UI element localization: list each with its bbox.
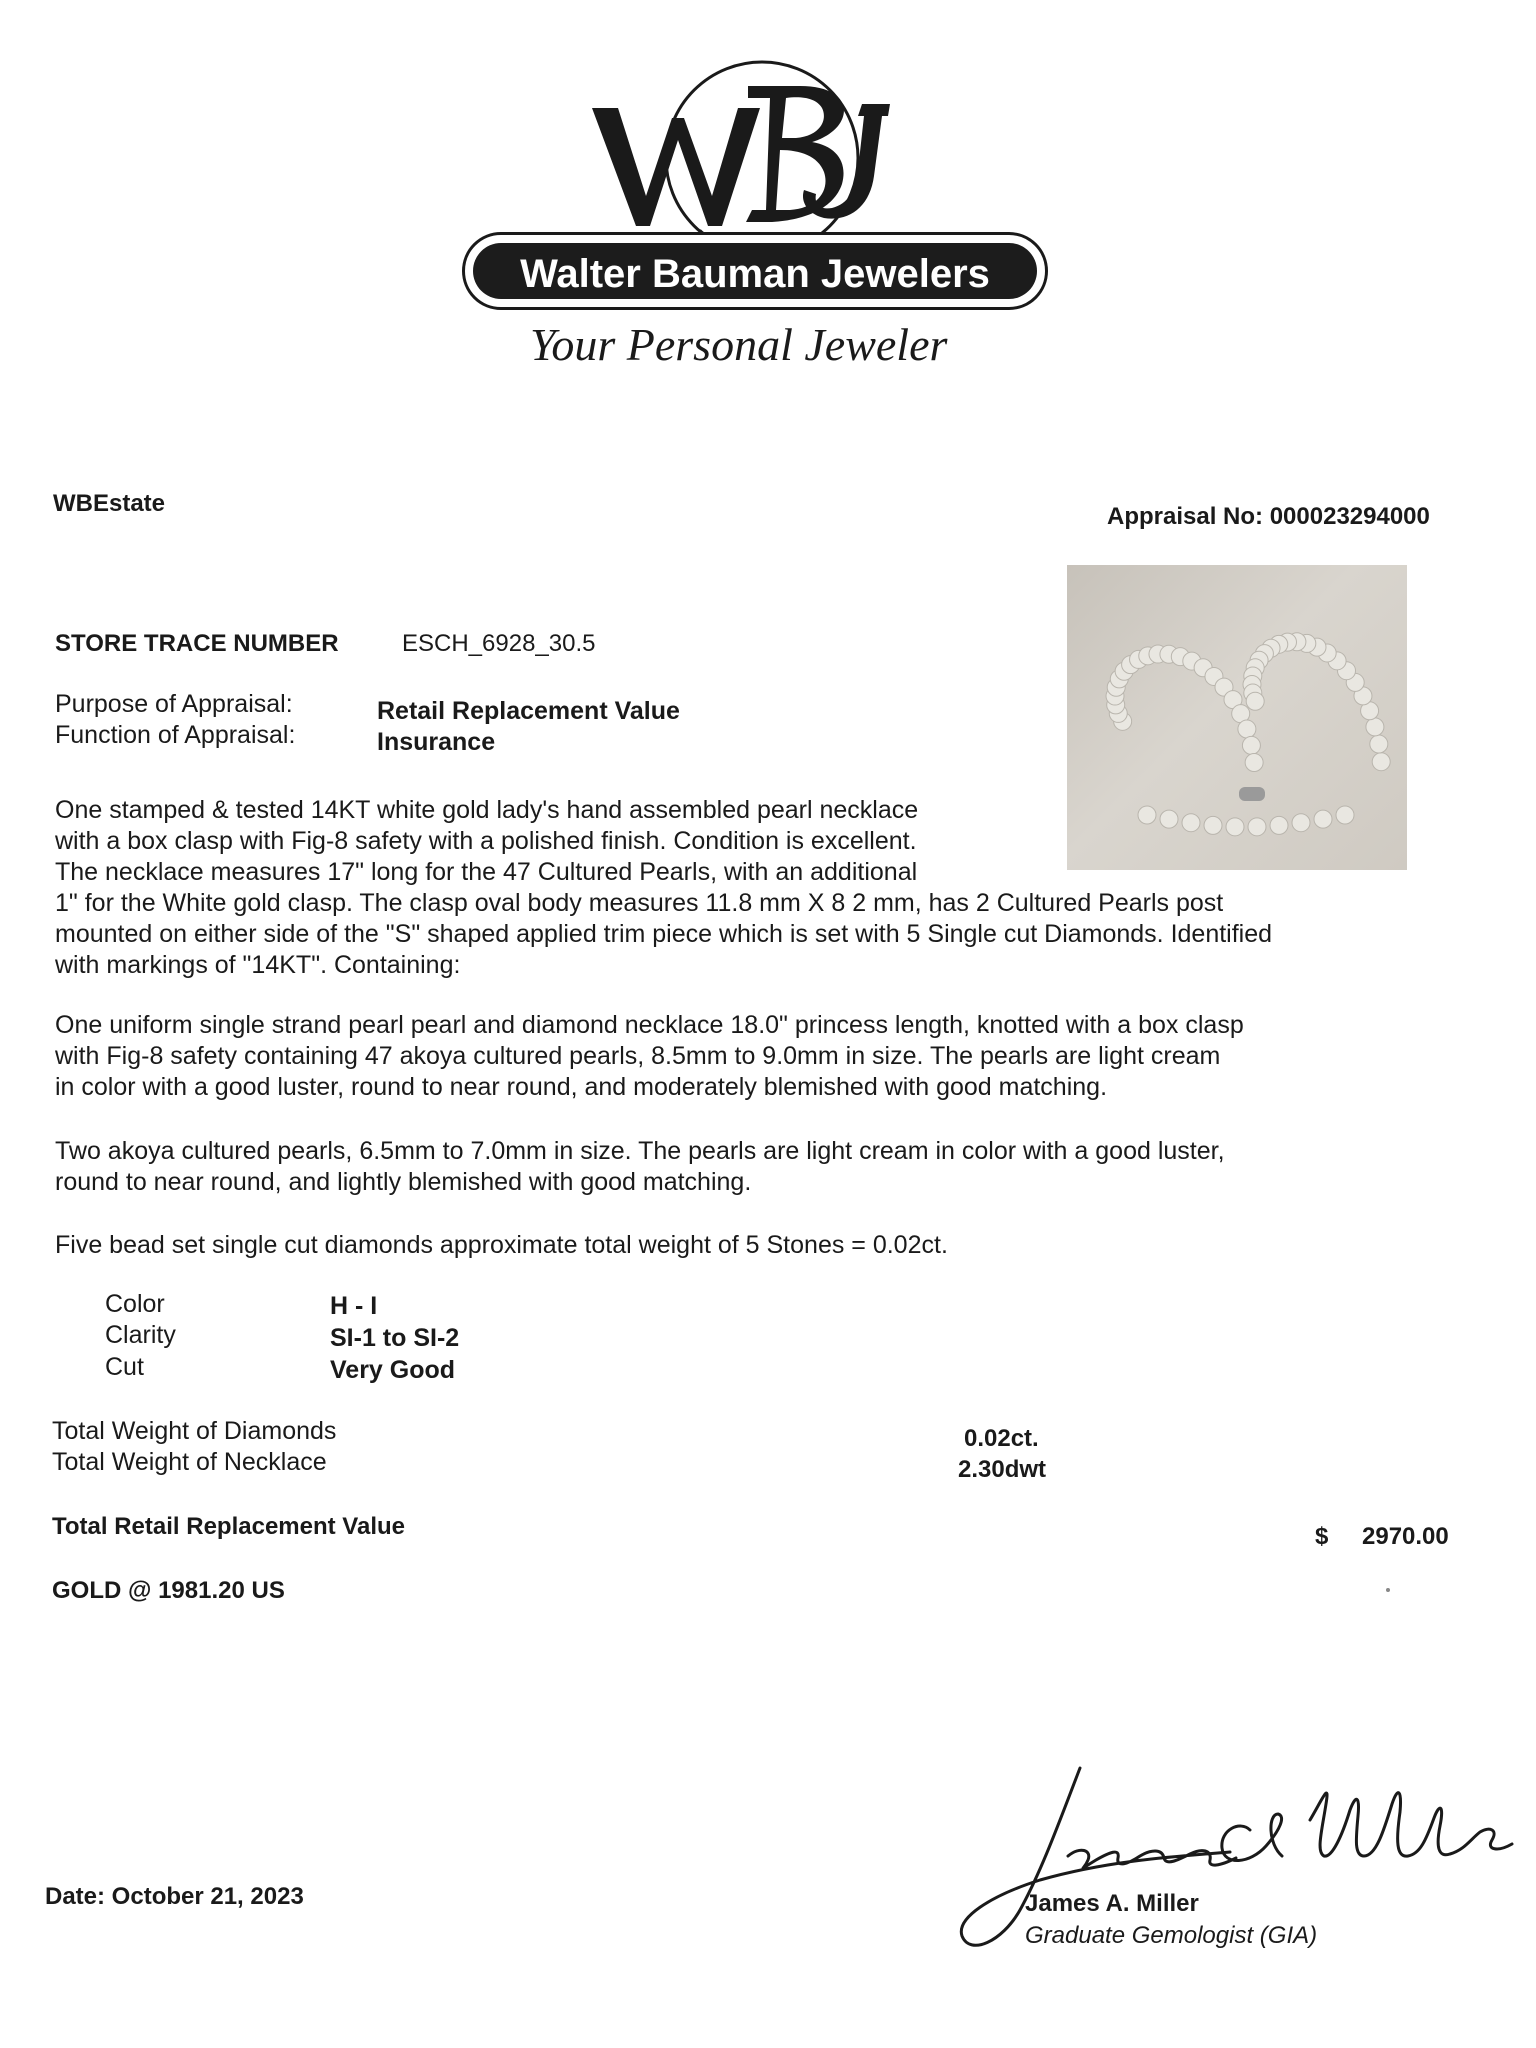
pearl bbox=[1366, 718, 1384, 736]
diamond-weight-value: 0.02ct. bbox=[964, 1425, 1039, 1452]
necklace-weight-value: 2.30dwt bbox=[958, 1456, 1047, 1483]
total-value: 2970.00 bbox=[1362, 1523, 1449, 1550]
stray-mark bbox=[1386, 1588, 1390, 1592]
pearl bbox=[1242, 736, 1260, 754]
pearl bbox=[1246, 692, 1264, 710]
description-line: mounted on either side of the "S" shaped applied trim piece which is set with 5 Single cut Diamonds. Identified bbox=[55, 920, 1273, 948]
pearl-description-line: in color with a good luster, round to near round, and moderately blemished with good matching. bbox=[55, 1073, 1108, 1101]
grade-color-label: Color bbox=[105, 1290, 165, 1318]
function-label: Function of Appraisal: bbox=[55, 721, 296, 749]
company-name-banner-fill bbox=[473, 243, 1037, 299]
grade-clarity-value: SI-1 to SI-2 bbox=[330, 1324, 460, 1352]
description-line: with markings of "14KT". Containing: bbox=[55, 951, 461, 979]
pearl bbox=[1372, 753, 1390, 771]
total-currency: $ bbox=[1315, 1523, 1329, 1550]
signer-name: James A. Miller bbox=[1025, 1890, 1199, 1917]
store-trace-number: ESCH_6928_30.5 bbox=[402, 630, 596, 657]
purpose-value: Retail Replacement Value bbox=[377, 697, 680, 725]
description-line: One stamped & tested 14KT white gold lady's hand assembled pearl necklace bbox=[55, 796, 919, 824]
store-trace-label: STORE TRACE NUMBER bbox=[55, 630, 339, 657]
diamond-weight-label: Total Weight of Diamonds bbox=[52, 1417, 337, 1445]
gold-price: GOLD @ 1981.20 US bbox=[52, 1577, 285, 1604]
grade-color-value: H - I bbox=[330, 1292, 378, 1320]
company-name: Walter Bauman Jewelers bbox=[520, 252, 990, 296]
pearl bbox=[1245, 753, 1263, 771]
pearl-description-line: with Fig-8 safety containing 47 akoya cultured pearls, 8.5mm to 9.0mm in size. The pearls are light cream bbox=[55, 1042, 1221, 1070]
description bbox=[55, 795, 1495, 981]
akoya-description-line: round to near round, and lightly blemished with good matching. bbox=[55, 1168, 752, 1196]
pearl-description-line: One uniform single strand pearl pearl and diamond necklace 18.0" princess length, knotted with a box clasp bbox=[55, 1011, 1244, 1039]
grade-cut-label: Cut bbox=[105, 1353, 144, 1381]
purpose-label: Purpose of Appraisal: bbox=[55, 690, 293, 718]
akoya-description-line: Two akoya cultured pearls, 6.5mm to 7.0mm in size. The pearls are light cream in color with a good luster, bbox=[55, 1137, 1225, 1165]
diamonds-description: Five bead set single cut diamonds approximate total weight of 5 Stones = 0.02ct. bbox=[55, 1231, 948, 1259]
pearl bbox=[1238, 720, 1256, 738]
grade-cut-value: Very Good bbox=[330, 1356, 456, 1384]
function-value: Insurance bbox=[377, 728, 496, 756]
description-line: The necklace measures 17" long for the 47 Cultured Pearls, with an additional bbox=[55, 858, 918, 886]
appraisal-number: 000023294000 bbox=[1269, 503, 1430, 530]
total-value-label: Total Retail Replacement Value bbox=[52, 1513, 406, 1540]
pearl bbox=[1370, 735, 1388, 753]
appraisal-date: Date: October 21, 2023 bbox=[45, 1883, 304, 1910]
company-tagline: Your Personal Jeweler bbox=[530, 319, 948, 370]
pearl-description bbox=[55, 1010, 1495, 1103]
company-name-banner bbox=[462, 232, 1048, 310]
necklace-weight-label: Total Weight of Necklace bbox=[52, 1448, 327, 1476]
grade-clarity-label: Clarity bbox=[105, 1321, 176, 1349]
store-label: WBEstate bbox=[53, 490, 166, 517]
signer-title: Graduate Gemologist (GIA) bbox=[1025, 1922, 1318, 1949]
description-line: 1" for the White gold clasp. The clasp oval body measures 11.8 mm X 8 2 mm, has 2 Cultured Pearls post bbox=[55, 889, 1224, 917]
appraisal-number-label: Appraisal No: bbox=[1107, 503, 1264, 530]
akoya-description bbox=[55, 1136, 1495, 1198]
description-line: with a box clasp with Fig-8 safety with a polished finish. Condition is excellent. bbox=[55, 827, 917, 855]
appraisal-number-row bbox=[1107, 503, 1430, 531]
